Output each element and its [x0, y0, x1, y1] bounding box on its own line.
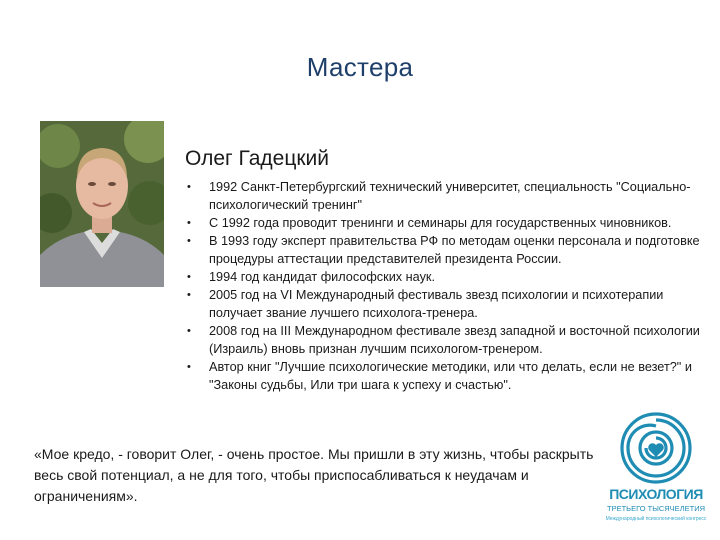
bullet-icon: •: [187, 361, 191, 373]
bullet-icon: •: [187, 289, 191, 301]
portrait-image: [40, 121, 164, 287]
bio-item: [185, 178, 705, 214]
bio-item: [185, 322, 705, 358]
bullet-icon: •: [187, 181, 191, 193]
bio-item: [185, 214, 705, 232]
logo-main-text: ПСИХОЛОГИЯ: [609, 486, 703, 502]
bullet-icon: •: [187, 271, 191, 283]
bio-item: [185, 358, 705, 394]
person-photo: [40, 121, 164, 287]
logo-sub-text: ТРЕТЬЕГО ТЫСЯЧЕЛЕТИЯ: [606, 504, 706, 513]
bullet-icon: •: [187, 217, 191, 229]
person-name: Олег Гадецкий: [185, 147, 330, 170]
bio-item-text: 2005 год на VI Международный фестиваль звезд психологии и психотерапии получает звание лучшего психолога-тренера.: [209, 288, 664, 320]
bio-item: [185, 268, 705, 286]
bio-item-text: Автор книг "Лучшие психологические методики, или что делать, если не везет?" и "Законы судьбы, Или три шага к успеху и счастью".: [209, 360, 692, 392]
bio-item-text: 2008 год на III Международном фестивале звезд западной и восточной психологии (Израиль) вновь признан лучшим психологом-тренером.: [209, 324, 700, 356]
bio-item: [185, 232, 705, 268]
bio-item: [185, 286, 705, 322]
bio-item-text: 1992 Санкт-Петербургский технический университет, специальность "Социально-психологический тренинг": [209, 180, 691, 212]
quote-text: «Мое кредо, - говорит Олег, - очень простое. Мы пришли в эту жизнь, чтобы раскрыть весь свой потенциал, а не для того, чтобы приспосабливаться к неудачам и ограничениям».: [34, 446, 594, 504]
bullet-icon: •: [187, 325, 191, 337]
logo-tagline: Международный психологический конгресс: [605, 516, 707, 522]
bio-item-text: В 1993 году эксперт правительства РФ по методам оценки персонала и подготовке процедуры аттестации представителей президента России.: [209, 234, 700, 266]
bullet-icon: •: [187, 235, 191, 247]
bio-list: [185, 178, 705, 394]
bio-item-text: С 1992 года проводит тренинги и семинары для государственных чиновников.: [209, 216, 672, 230]
bio-item-text: 1994 год кандидат философских наук.: [209, 270, 436, 284]
conference-logo: [601, 410, 711, 532]
slide-title: Мастера: [306, 52, 414, 82]
spiral-logo-icon: [601, 410, 711, 486]
